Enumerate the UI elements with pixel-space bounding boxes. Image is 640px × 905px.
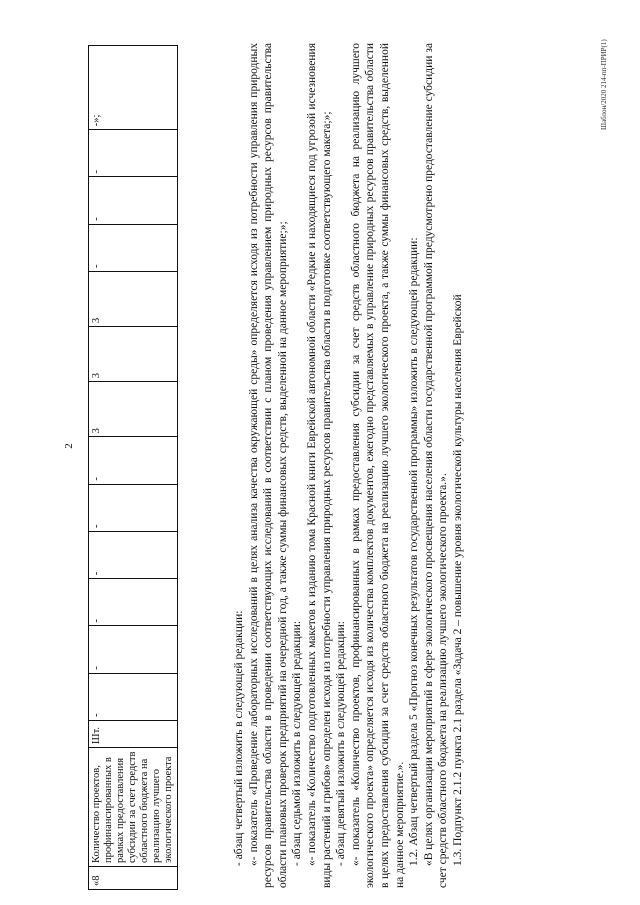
rotated-document-body xyxy=(88,20,578,890)
indicator-name: Количество проектов, профинансированных в рамках предоставления субсидии за счет средств областного бюджета на реализацию лучшего экологического проекта xyxy=(89,748,178,867)
value-cell: 3 xyxy=(89,327,178,382)
value-cell: - xyxy=(89,579,178,626)
value-cell: - xyxy=(89,130,178,177)
page-number: 2 xyxy=(62,443,75,449)
paragraph: «- показатель «Количество подготовленных макетов к изданию тома Красной книги Еврейской автономной области «Редкие и находящиеся под угрозой исчезновения виды растений и грибов» определен исходя из потребности управления природных ресурсов правительства области в подготовке соответствующего макета;»; xyxy=(305,43,333,888)
value-cell: - xyxy=(89,484,178,531)
document-text xyxy=(232,43,466,888)
paragraph: 1.2. Абзац четвертый раздела 5 «Прогноз конечных результатов государственной программы» изложить в следующей редакции: xyxy=(408,237,421,866)
value-cell: - xyxy=(89,437,178,484)
paragraph: 1.3. Подпункт 2.1.2 пункта 2.1 раздела «Задача 2 – повышение уровня экологической культуры населения Еврейской xyxy=(451,294,464,866)
value-cell: - xyxy=(89,626,178,673)
value-cell: - xyxy=(89,673,178,720)
value-cell-end: -»; xyxy=(89,46,178,130)
table-row xyxy=(89,46,178,890)
paragraph: «- показатель «Количество проектов, профинансированных в рамках предоставления субсидии за счет средств областного бюджета на реализацию лучшего экологического проекта» определяется исходя из количества комплектов документов, ежегодно представляемых в управление природных ресурсов правительства области в целях предоставления субсидии за счет средств областного бюджета на реализацию лучшего экологического проекта, а также суммы финансовых средств, выделенной на данное мероприятие.». xyxy=(349,43,406,888)
value-cell: - xyxy=(89,177,178,224)
row-number: «8 xyxy=(89,867,178,890)
value-cell: 3 xyxy=(89,382,178,437)
paragraph: - абзац девятый изложить в следующей редакции: xyxy=(335,621,348,866)
value-cell: - xyxy=(89,224,178,271)
value-cell: - xyxy=(89,531,178,578)
value-cell: 3 xyxy=(89,271,178,326)
unit-cell: Шт. xyxy=(89,721,178,748)
paragraph: «- показатель «Проведение лабораторных исследований в целях анализа качества окружающей среды» определяется исходя из потребности управления природных ресурсов правительства области в проведении соответствующих исследований в соответствии с планом проведения управлением природных ресурсов правительства области плановых проверок предприятий на очередной год, а также суммы финансовых средств, выделенной на данное мероприятие;»; xyxy=(247,43,289,888)
indicator-table xyxy=(88,45,178,890)
paragraph: - абзац четвертый изложить в следующей редакции: xyxy=(233,610,245,866)
paragraph: - абзац седьмой изложить в следующей редакции: xyxy=(291,620,304,866)
paragraph: «В целях организации мероприятий в сфере экологического просвещения населения области государственной программой предусмотрено предоставление субсидии за счет средств областного бюджета на реализацию лучшего экологического проекта.». xyxy=(422,43,450,888)
document-code: Шаблон/2020 214-пп-ПРИР(1) xyxy=(600,39,608,130)
